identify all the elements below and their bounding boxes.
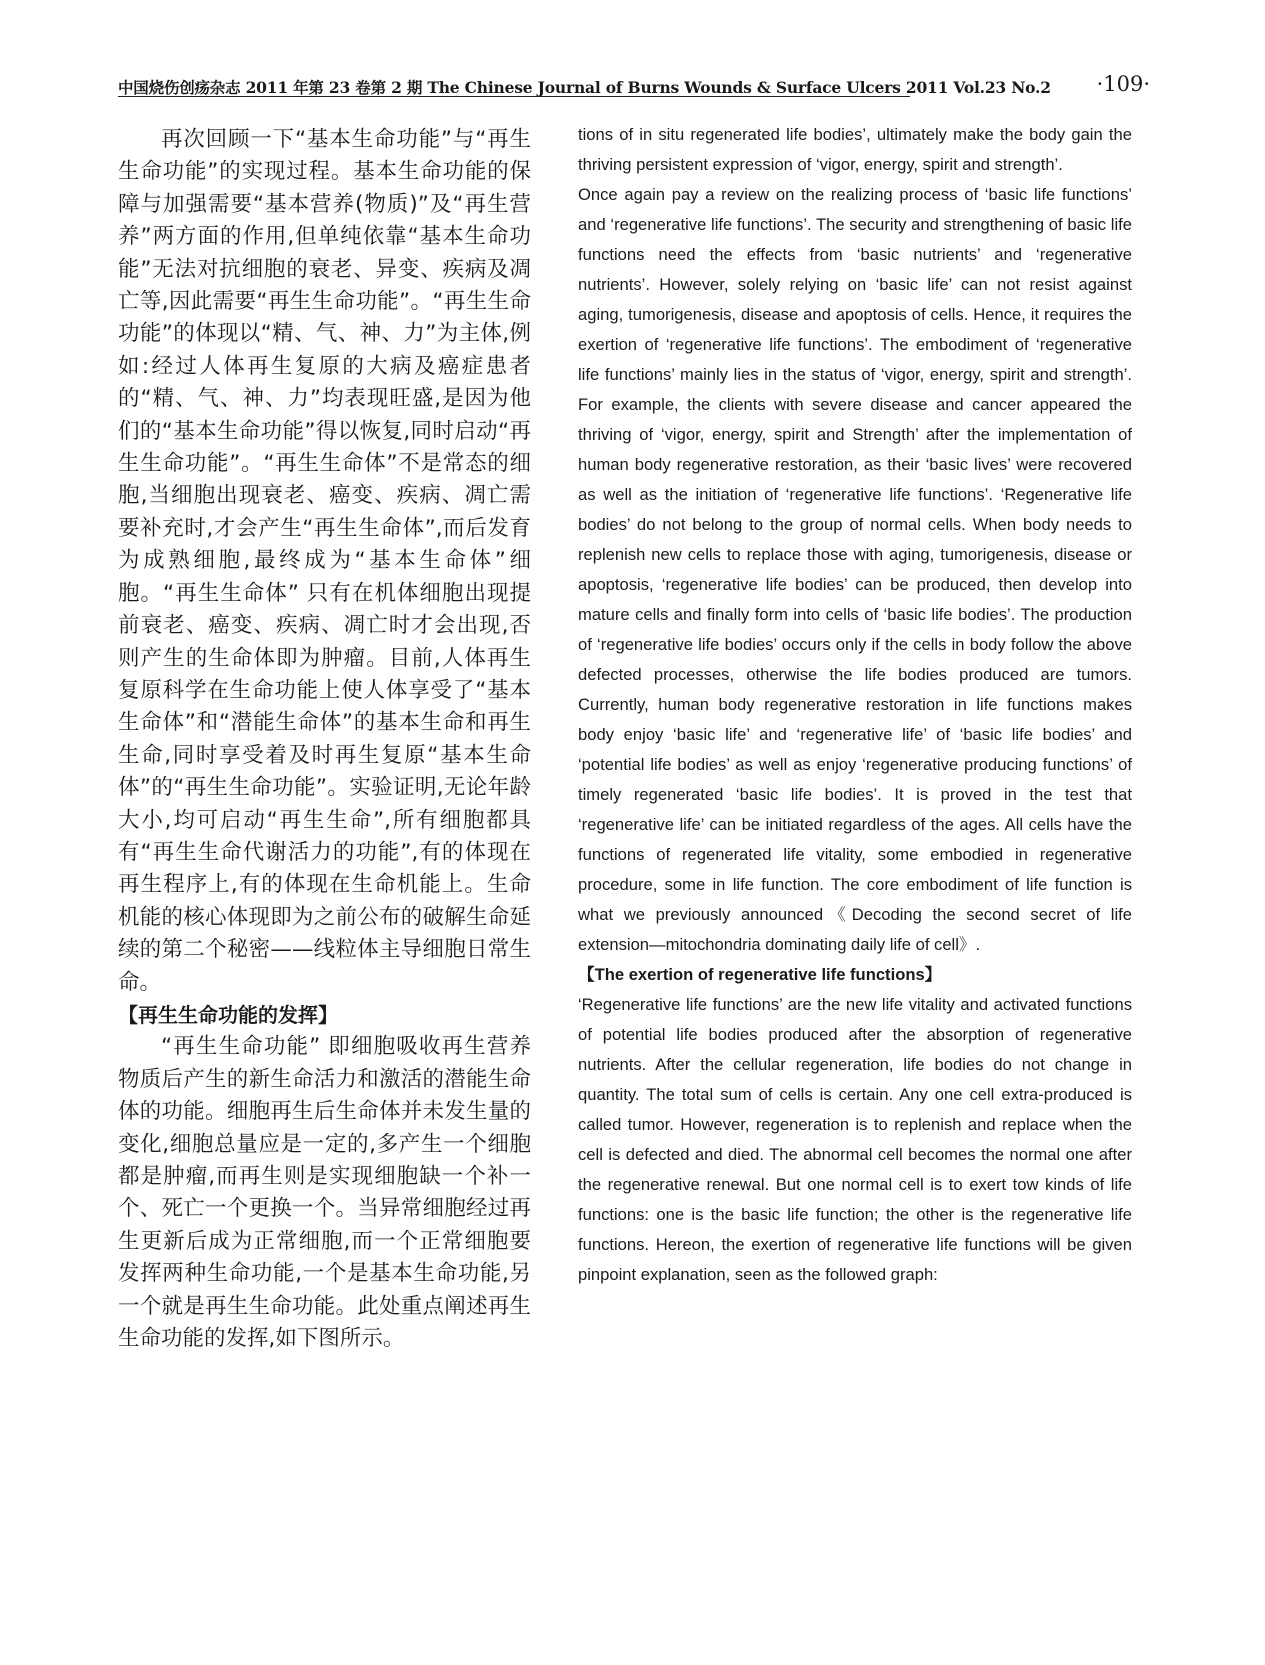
english-column — [578, 120, 1132, 1290]
journal-header-line: 中国烧伤创疡杂志 2011 年第 23 卷第 2 期 The Chinese Journal of Burns Wounds & Surface Ulcers 2011 Vol.23 No.2 — [118, 78, 1051, 97]
english-section-heading: 【The exertion of regenerative life functions】 — [578, 965, 942, 984]
english-paragraph: Once again pay a review on the realizing process of ‘basic life functions’ and ‘regenerative life functions’. The security and strengthening of basic life functions need the effects from ‘basic nutrients’ and ‘regenerative nutrients’. However, solely relying on ‘basic life’ can not resist against aging, tumorigenesis, disease and apoptosis of cells. Hence, it requires the exertion of ‘regenerative life functions’. The embodiment of ‘regenerative life functions’ mainly lies in the status of ‘vigor, energy, spirit and strength’. For example, the clients with severe disease and cancer appeared the thriving of ‘vigor, energy, spirit and Strength’ after the implementation of human body regenerative restoration, as their ‘basic lives’ were recovered as well as the initiation of ‘regenerative life functions’. ‘Regenerative life bodies’ do not belong to the group of normal cells. When body needs to replenish new cells to replace those with aging, tumorigenesis, disease or apoptosis, ‘regenerative life bodies’ can be produced, then develop into mature cells and finally form into cells of ‘basic life bodies’. The production of ‘regenerative life bodies’ occurs only if the cells in body follow the above defected processes, otherwise the life bodies produced are tumors. Currently, human body regenerative restoration in life functions makes body enjoy ‘basic life’ and ‘regenerative life’ of ‘basic life bodies’ and ‘potential life bodies’ as well as enjoy ‘regenerative producing functions’ of timely regenerated ‘basic life bodies’. It is proved in the test that ‘regenerative life’ can be initiated regardless of the ages. All cells have the functions of regenerated life vitality, some embodied in regenerative procedure, some in life function. The core embodiment of life function is what we previously announced《Decoding the second secret of life extension—mitochondria dominating daily life of cell》. — [578, 185, 1132, 954]
chinese-column — [118, 124, 531, 1355]
chinese-paragraph: 再次回顾一下“基本生命功能”与“再生生命功能”的实现过程。基本生命功能的保障与加强需要“基本营养(物质)”及“再生营养”两方面的作用,但单纯依靠“基本生命功能”无法对抗细胞的衰老、异变、疾病及凋亡等,因此需要“再生生命功能”。“再生生命功能”的体现以“精、气、神、力”为主体,例如:经过人体再生复原的大病及癌症患者的“精、气、神、力”均表现旺盛,是因为他们的“基本生命功能”得以恢复,同时启动“再生生命功能”。“再生生命体”不是常态的细胞,当细胞出现衰老、癌变、疾病、凋亡需要补充时,才会产生“再生生命体”,而后发育为成熟细胞,最终成为“基本生命体”细胞。“再生生命体” 只有在机体细胞出现提前衰老、癌变、疾病、凋亡时才会出现,否则产生的生命体即为肿瘤。目前,人体再生复原科学在生命功能上使人体享受了“基本生命体”和“潜能生命体”的基本生命和再生生命,同时享受着及时再生复原“基本生命体”的“再生生命功能”。实验证明,无论年龄大小,均可启动“再生生命”,所有细胞都具有“再生生命代谢活力的功能”,有的体现在再生程序上,有的体现在生命机能上。生命机能的核心体现即为之前公布的破解生命延续的第二个秘密——线粒体主导细胞日常生命。 — [118, 127, 531, 995]
english-paragraph: tions of in situ regenerated life bodies’, ultimately make the body gain the thriving persistent expression of ‘vigor, energy, spirit and strength’. — [578, 125, 1132, 174]
header-rule — [118, 96, 910, 97]
chinese-section-heading: 【再生生命功能的发挥】 — [118, 1002, 338, 1027]
chinese-paragraph: “再生生命功能” 即细胞吸收再生营养物质后产生的新生命活力和激活的潜能生命体的功能。细胞再生后生命体并未发生量的变化,细胞总量应是一定的,多产生一个细胞都是肿瘤,而再生则是实现细胞缺一个补一个、死亡一个更换一个。当异常细胞经过再生更新后成为正常细胞,而一个正常细胞要发挥两种生命功能,一个是基本生命功能,另一个就是再生生命功能。此处重点阐述再生生命功能的发挥,如下图所示。 — [118, 1034, 531, 1352]
running-header — [118, 72, 1150, 102]
english-paragraph: ‘Regenerative life functions’ are the new life vitality and activated functions of potential life bodies produced after the absorption of regenerative nutrients. After the cellular regeneration, life bodies do not change in quantity. The total sum of cells is certain. Any one cell extra-produced is called tumor. However, regeneration is to replenish and replace when the cell is defected and died. The abnormal cell becomes the normal one after the regenerative renewal. But one normal cell is to exert tow kinds of life functions: one is the basic life function; the other is the regenerative life functions. Hereon, the exertion of regenerative life functions will be given pinpoint explanation, seen as the followed graph: — [578, 995, 1132, 1284]
page-number: ·109· — [1096, 72, 1150, 96]
